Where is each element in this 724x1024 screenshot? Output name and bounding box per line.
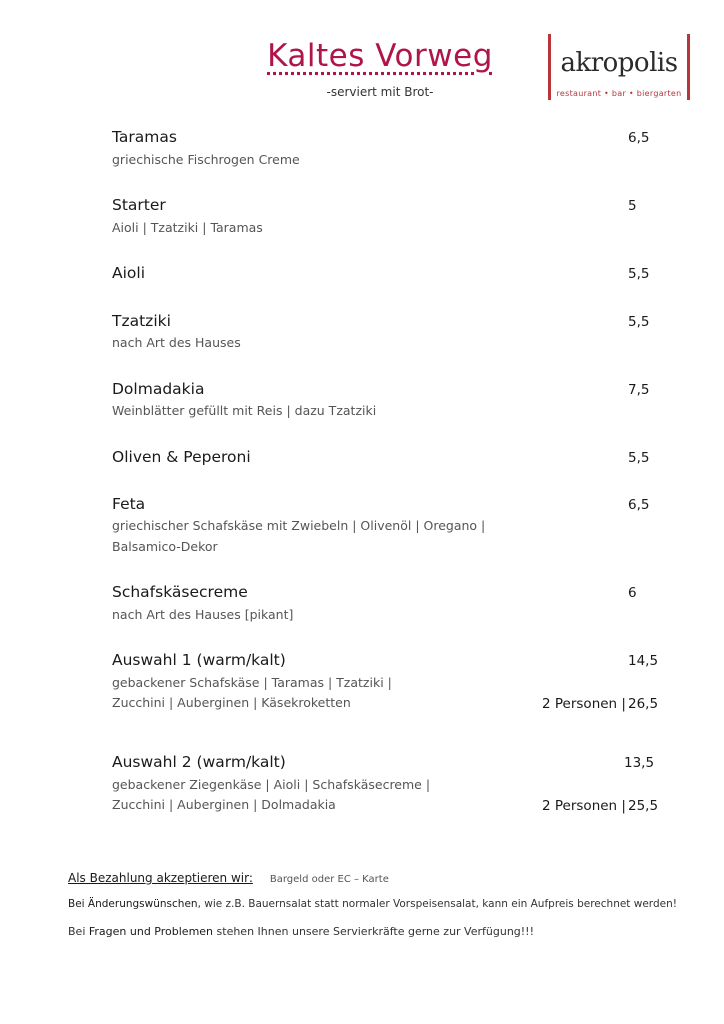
menu-item-name: Starter bbox=[112, 196, 166, 214]
menu-item-extra-price: 26,5 bbox=[628, 696, 659, 712]
menu-item-name: Feta bbox=[112, 495, 146, 513]
menu-item-price: 5,5 bbox=[628, 314, 650, 330]
page-subtitle: -serviert mit Brot- bbox=[326, 85, 434, 99]
menu-item-name: Auswahl 2 (warm/kalt) bbox=[112, 753, 286, 771]
questions-note bbox=[68, 925, 534, 938]
menu-item-name: Tzatziki bbox=[112, 312, 171, 330]
menu-item-extra-label: 2 Personen | bbox=[542, 798, 626, 814]
menu-item-desc: nach Art des Hauses bbox=[112, 335, 241, 350]
menu-item-desc: griechischer Schafskäse mit Zwiebeln | Olivenöl | Oregano | bbox=[112, 518, 486, 533]
menu-item-desc: Balsamico-Dekor bbox=[112, 539, 218, 554]
menu-item-desc: Zucchini | Auberginen | Dolmadakia bbox=[112, 797, 336, 812]
menu-item-extra-price: 25,5 bbox=[628, 798, 659, 814]
payment-value: Bargeld oder EC – Karte bbox=[269, 874, 389, 885]
menu-item-price: 14,5 bbox=[628, 653, 659, 669]
menu-item-price: 6,5 bbox=[628, 497, 650, 513]
logo-tagline: restaurant • bar • biergarten bbox=[556, 89, 682, 98]
menu-item-name: Oliven & Peperoni bbox=[112, 448, 251, 466]
menu-item-name: Schafskäsecreme bbox=[112, 583, 248, 601]
changes-note bbox=[68, 898, 708, 910]
page-title: Kaltes Vorweg bbox=[267, 38, 493, 74]
menu-item-name: Auswahl 1 (warm/kalt) bbox=[112, 651, 286, 669]
menu-item-price: 5,5 bbox=[628, 450, 650, 466]
menu-item-price: 6 bbox=[628, 585, 637, 601]
menu-item-price: 5 bbox=[628, 198, 637, 214]
menu-item-desc: gebackener Ziegenkäse | Aioli | Schafskäsecreme | bbox=[112, 777, 431, 792]
menu-item-price: 7,5 bbox=[628, 382, 650, 398]
restaurant-logo bbox=[548, 34, 692, 102]
logo-wordmark: akropolis bbox=[560, 48, 678, 78]
menu-item-desc: gebackener Schafskäse | Taramas | Tzatziki | bbox=[112, 675, 392, 690]
menu-item-extra-label: 2 Personen | bbox=[542, 696, 626, 712]
changes-head: Bei Änderungswünschen bbox=[68, 898, 198, 910]
menu-item-desc: Weinblätter gefüllt mit Reis | dazu Tzatziki bbox=[112, 403, 377, 418]
changes-text: , wie z.B. Bauernsalat statt normaler Vorspeisensalat, kann ein Aufpreis berechnet werden! bbox=[197, 898, 677, 910]
menu-item-name: Aioli bbox=[112, 264, 146, 282]
payment-note bbox=[68, 871, 389, 885]
questions-pre: Bei bbox=[68, 925, 89, 938]
menu-item-price: 5,5 bbox=[628, 266, 650, 282]
menu-item-price: 13,5 bbox=[624, 755, 655, 771]
questions-text: stehen Ihnen unsere Servierkräfte gerne zur Verfügung!!! bbox=[213, 925, 534, 938]
menu-item-name: Dolmadakia bbox=[112, 380, 205, 398]
menu-item-desc: nach Art des Hauses [pikant] bbox=[112, 607, 294, 622]
menu-item-name: Taramas bbox=[112, 128, 177, 146]
menu-item-desc: griechische Fischrogen Creme bbox=[112, 152, 300, 167]
payment-label: Als Bezahlung akzeptieren wir: bbox=[68, 871, 253, 885]
questions-head: Fragen und Problemen bbox=[88, 925, 214, 938]
menu-item-desc: Zucchini | Auberginen | Käsekroketten bbox=[112, 695, 351, 710]
menu-item-price: 6,5 bbox=[628, 130, 650, 146]
menu-item-desc: Aioli | Tzatziki | Taramas bbox=[112, 220, 263, 235]
